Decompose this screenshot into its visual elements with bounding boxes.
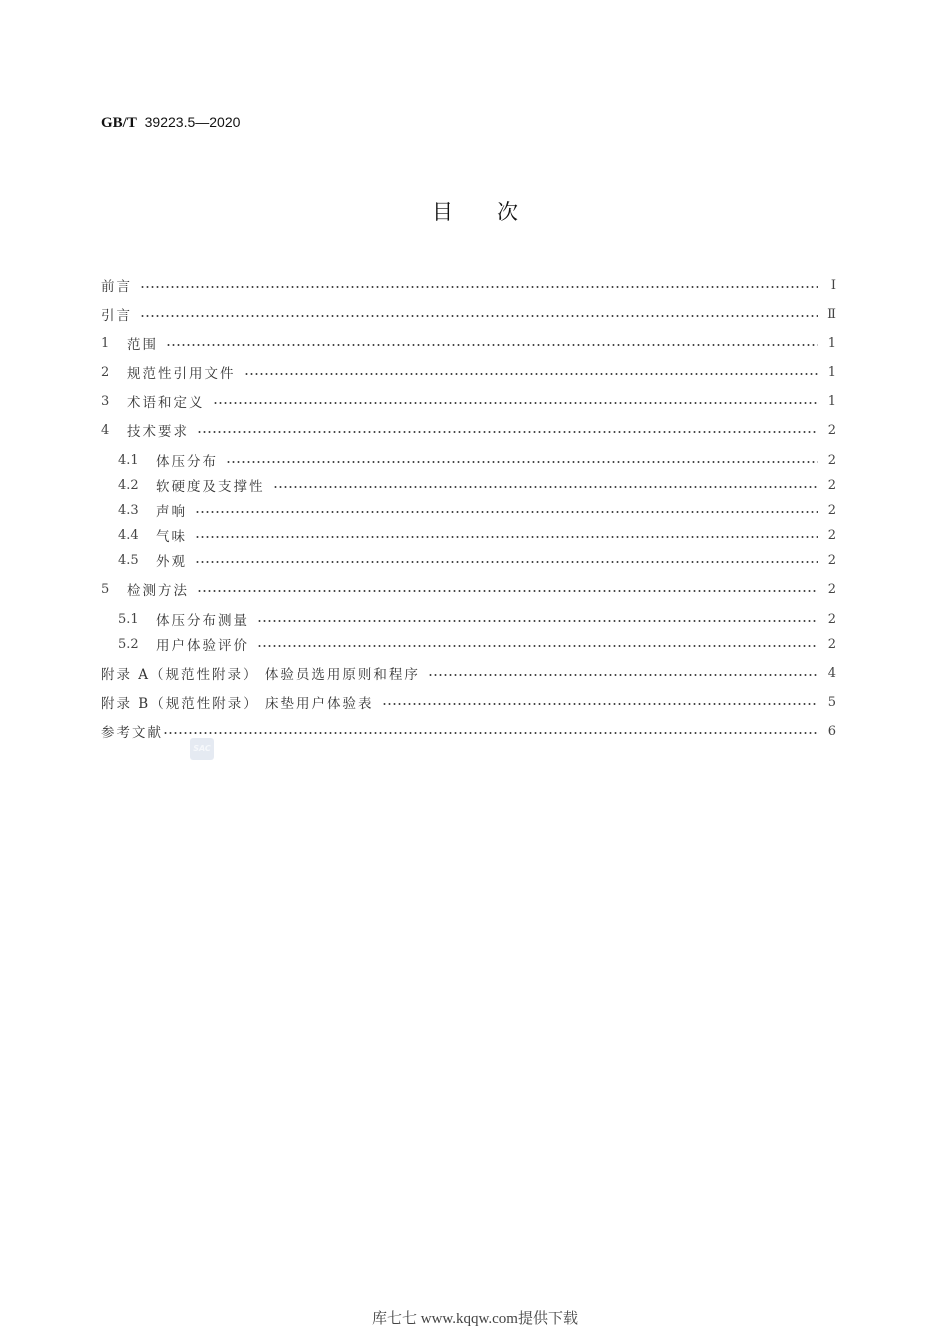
standard-number: 39223.5—2020: [144, 114, 241, 130]
title-char-1: 目: [432, 200, 453, 224]
toc-page: 2: [827, 477, 836, 493]
dot-leader: [140, 304, 818, 324]
toc-entry[interactable]: [101, 420, 836, 440]
dot-leader: [166, 333, 818, 353]
toc-page: 2: [827, 611, 836, 627]
toc-page: 2: [827, 527, 836, 543]
dot-leader: [382, 692, 818, 712]
toc-page: 6: [827, 723, 836, 739]
standard-code: [101, 114, 240, 132]
toc-page: 1: [827, 335, 836, 351]
toc-number: 1: [101, 335, 110, 351]
toc-entry[interactable]: [101, 634, 836, 654]
download-footer: 库七七 www.kqqw.com提供下载: [372, 1311, 578, 1327]
toc-entry[interactable]: [101, 550, 836, 570]
toc-label: 范围: [127, 337, 158, 353]
toc-entry[interactable]: [101, 304, 836, 324]
toc-number: 4: [101, 422, 110, 438]
toc-label: 气味: [156, 529, 187, 545]
dot-leader: [140, 275, 818, 295]
toc-entry[interactable]: [101, 609, 836, 629]
toc-page: 1: [827, 364, 836, 380]
dot-leader: [195, 500, 818, 520]
toc-label: 外观: [156, 554, 187, 570]
toc-page: 4: [827, 665, 836, 681]
standard-prefix: GB/T: [101, 115, 137, 131]
toc-entry[interactable]: [101, 391, 836, 411]
toc-label: 声响: [156, 504, 187, 520]
toc-label: 体压分布测量: [156, 613, 249, 629]
dot-leader: [226, 450, 818, 470]
sac-watermark-logo: SAC: [190, 738, 214, 760]
toc-number: 5: [101, 581, 110, 597]
dot-leader: [197, 579, 818, 599]
toc-label: 体压分布: [156, 454, 218, 470]
toc-label: 附录 A（规范性附录） 体验员选用原则和程序: [101, 667, 420, 683]
toc-number: 4.4: [118, 527, 139, 543]
toc-number: 4.5: [118, 552, 139, 568]
toc-entry[interactable]: [101, 450, 836, 470]
toc-label: 术语和定义: [127, 395, 205, 411]
toc-label: 用户体验评价: [156, 638, 249, 654]
dot-leader: [428, 663, 818, 683]
toc-label: 参考文献: [101, 725, 163, 741]
toc-page: 2: [827, 581, 836, 597]
dot-leader: [244, 362, 819, 382]
toc-page: 5: [827, 694, 836, 710]
toc-label: 附录 B（规范性附录） 床垫用户体验表: [101, 696, 374, 712]
toc-entry[interactable]: [101, 275, 836, 295]
toc-number: 5.2: [118, 636, 139, 652]
toc-label: 软硬度及支撑性: [156, 479, 265, 495]
toc-label: 引言: [101, 308, 132, 324]
toc-entry[interactable]: [101, 525, 836, 545]
dot-leader: [195, 525, 818, 545]
page-title: [0, 196, 950, 226]
toc-label: 检测方法: [127, 583, 189, 599]
toc-page: 2: [827, 552, 836, 568]
toc-page: 2: [827, 452, 836, 468]
toc-label: 技术要求: [127, 424, 189, 440]
dot-leader: [257, 634, 818, 654]
dot-leader: [163, 721, 818, 741]
dot-leader: [213, 391, 819, 411]
title-char-2: 次: [497, 200, 518, 224]
toc-page: 2: [827, 502, 836, 518]
dot-leader: [257, 609, 818, 629]
toc-number: 4.3: [118, 502, 139, 518]
toc-number: 4.2: [118, 477, 139, 493]
toc-entry[interactable]: [101, 362, 836, 382]
dot-leader: [195, 550, 818, 570]
toc-entry[interactable]: [101, 333, 836, 353]
toc-entry[interactable]: [101, 579, 836, 599]
dot-leader: [197, 420, 818, 440]
toc-entry[interactable]: [101, 475, 836, 495]
toc-page: 2: [827, 422, 836, 438]
toc-number: 3: [101, 393, 110, 409]
toc-entry[interactable]: [101, 500, 836, 520]
toc-number: 5.1: [118, 611, 139, 627]
toc-page: Ⅱ: [827, 306, 836, 322]
toc-number: 4.1: [118, 452, 139, 468]
toc-entry[interactable]: [101, 663, 836, 683]
toc-number: 2: [101, 364, 110, 380]
toc-label: 规范性引用文件: [127, 366, 236, 382]
dot-leader: [273, 475, 819, 495]
toc-entry[interactable]: [101, 692, 836, 712]
toc-page: 1: [827, 393, 836, 409]
toc-page: 2: [827, 636, 836, 652]
toc-label: 前言: [101, 279, 132, 295]
toc-page: Ⅰ: [830, 277, 836, 293]
